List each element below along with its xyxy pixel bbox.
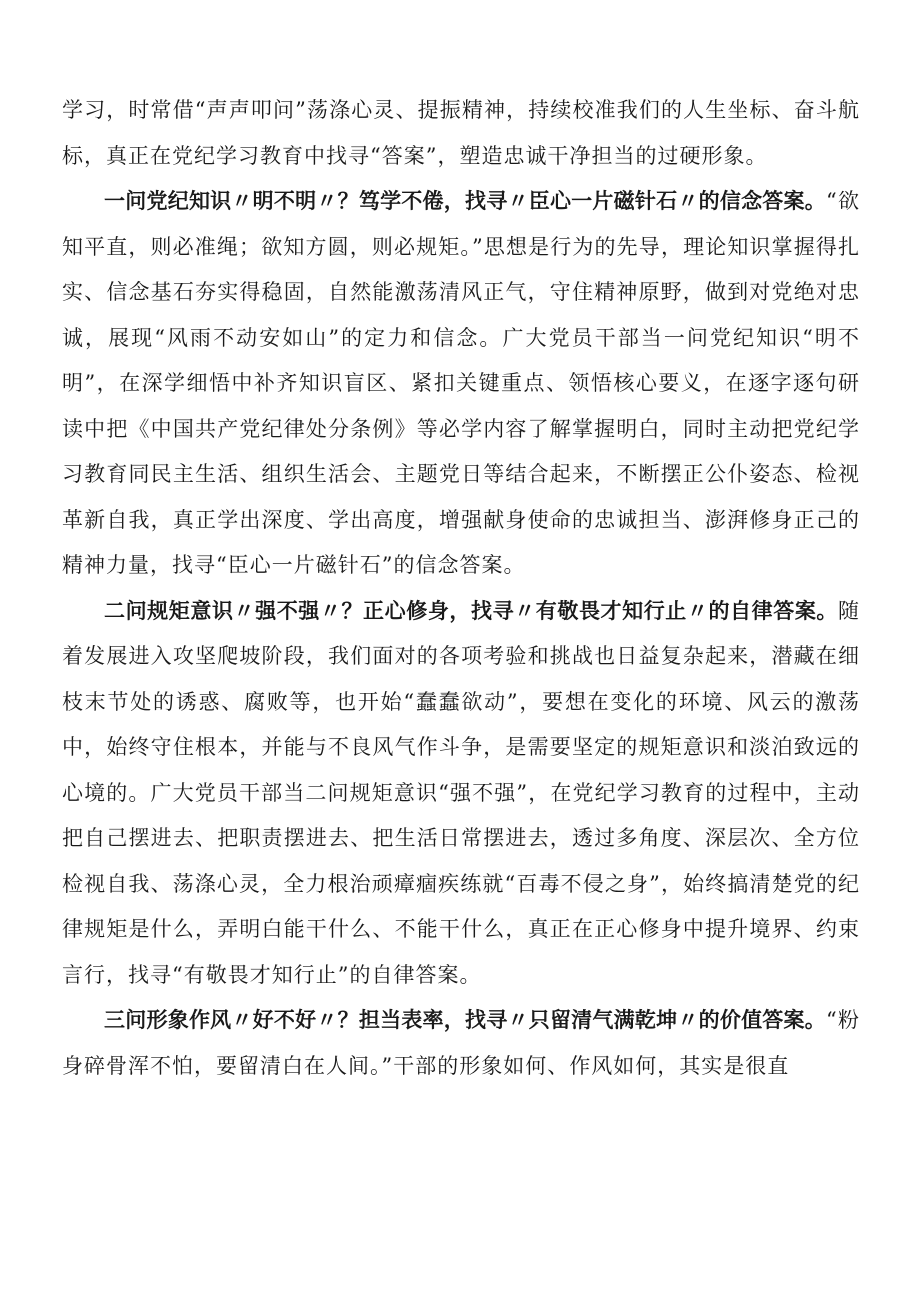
paragraph-heading: 二问规矩意识〃强不强〃？正心修身，找寻〃有敬畏才知行止〃的自律答案。: [104, 598, 838, 623]
paragraph-heading: 一问党纪知识〃明不明〃？笃学不倦，找寻〃臣心一片磁针石〃的信念答案。: [104, 189, 827, 213]
paragraph-body: “欲知平直，则必准绳；欲知方圆，则必规矩。”思想是行为的先导，理论知识掌握得扎实、信念基石夯实得稳固，自然能激荡清风正气，守住精神原野，做到对党绝对忠诚，展现“风雨不动安如山”的定力和信念。广大党员干部当一问党纪知识“明不明”，在深学细悟中补齐知识盲区、紧扣关键重点、领悟核心要义，在逐字逐句研读中把《中国共产党纪律处分条例》等必学内容了解掌握明白，同时主动把党纪学习教育同民主生活、组织生活会、主题党日等结合起来，不断摆正公仆姿态、检视革新自我，真正学出深度、学出高度，增强献身使命的忠诚担当、澎湃修身正己的精神力量，找寻“臣心一片磁针石”的信念答案。: [62, 189, 860, 577]
paragraph-party-discipline-knowledge: [62, 179, 860, 589]
paragraph-rules-awareness: [62, 589, 860, 999]
paragraph-continuation: [62, 88, 860, 179]
paragraph-body: 学习，时常借“声声叩问”荡涤心灵、提振精神，持续校准我们的人生坐标、奋斗航标，真正在党纪学习教育中找寻“答案”，塑造忠诚干净担当的过硬形象。: [62, 98, 860, 168]
paragraph-image-style: [62, 998, 860, 1089]
paragraph-body: 随着发展进入攻坚爬坡阶段，我们面对的各项考验和挑战也日益复杂起来，潜藏在细枝末节处的诱惑、腐败等，也开始“蠢蠢欲动”，要想在变化的环境、风云的激荡中，始终守住根本，并能与不良风气作斗争，是需要坚定的规矩意识和淡泊致远的心境的。广大党员干部当二问规矩意识“强不强”，在党纪学习教育的过程中，主动把自己摆进去、把职责摆进去、把生活日常摆进去，透过多角度、深层次、全方位检视自我、荡涤心灵，全力根治顽瘴痼疾练就“百毒不侵之身”，始终搞清楚党的纪律规矩是什么，弄明白能干什么、不能干什么，真正在正心修身中提升境界、约束言行，找寻“有敬畏才知行止”的自律答案。: [62, 598, 860, 987]
paragraph-heading: 三问形象作风〃好不好〃？担当表率，找寻〃只留清气满乾坤〃的价值答案。: [104, 1008, 827, 1032]
paragraph-body: “粉身碎骨浑不怕，要留清白在人间。”干部的形象如何、作风如何，其实是很直: [62, 1008, 860, 1078]
